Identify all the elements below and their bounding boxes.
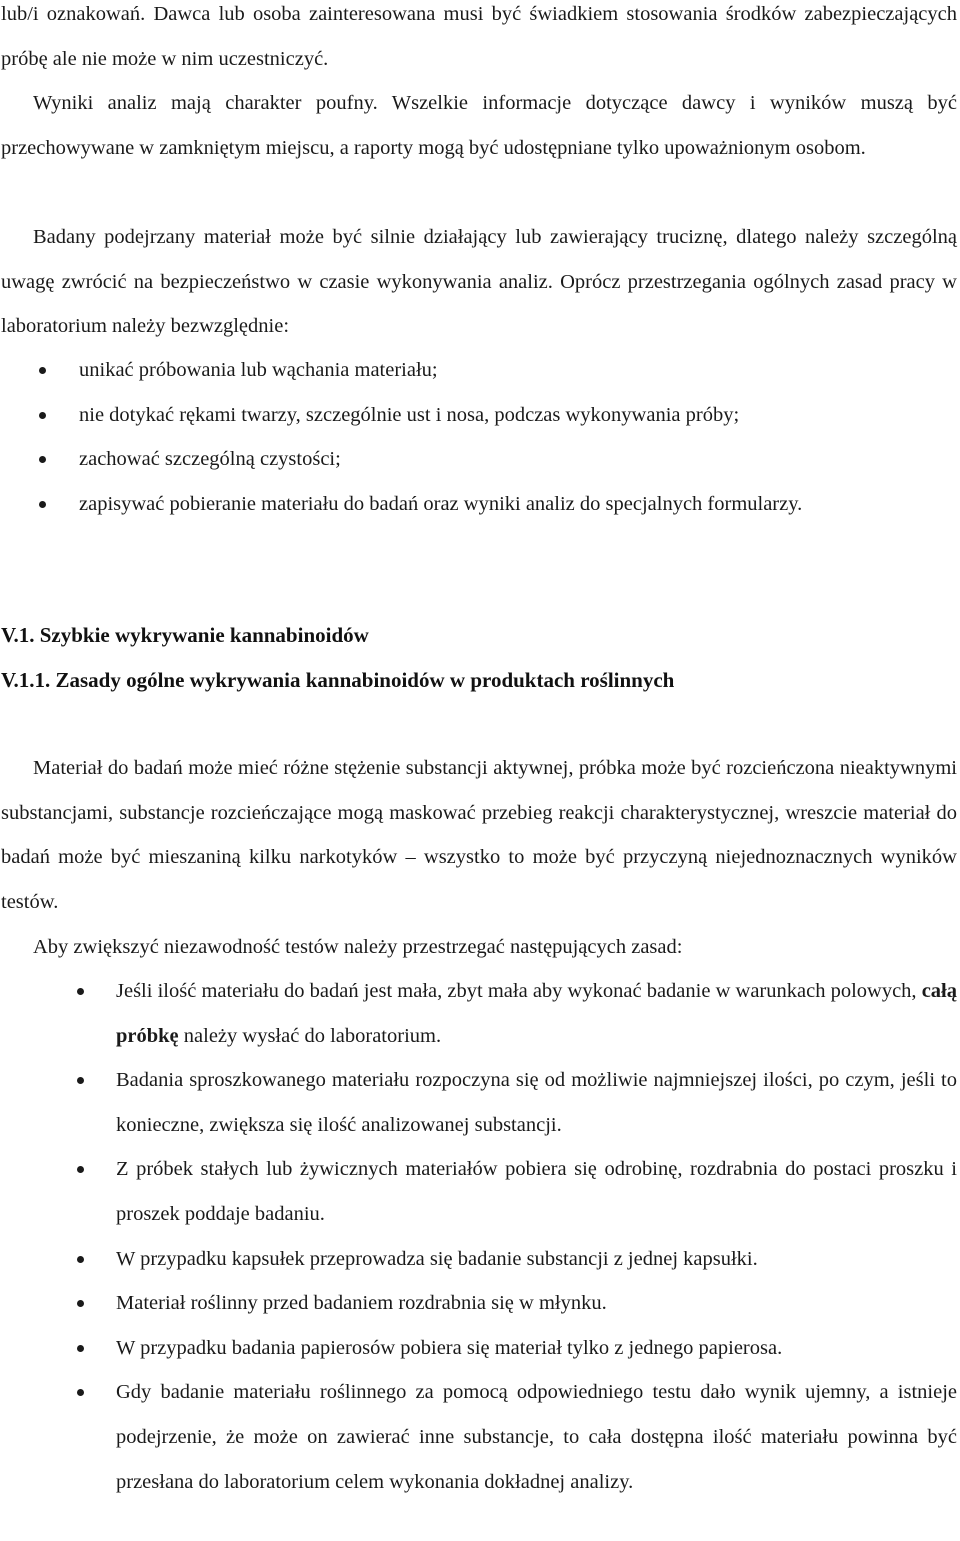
bullet-icon [77, 1077, 84, 1084]
list-item-text: Z próbek stałych lub żywicznych materiałów pobiera się odrobinę, rozdrabnia do postaci proszku i proszek poddaje badaniu. [116, 1158, 957, 1225]
list-item-text: zachować szczególną czystości; [79, 448, 341, 471]
list-item [0, 1058, 957, 1147]
list-item [0, 437, 957, 482]
subsection-heading: V.1.1. Zasady ogólne wykrywania kannabinoidów w produktach roślinnych [1, 668, 675, 692]
bullet-icon [77, 1345, 84, 1352]
list-item-text: Materiał roślinny przed badaniem rozdrabnia się w młynku. [116, 1292, 607, 1315]
list-item [0, 1281, 957, 1326]
text-block-rules-intro [1, 925, 957, 970]
rules-bullet-list [0, 969, 957, 1504]
paragraph-confidentiality: Wyniki analiz mają charakter poufny. Wszelkie informacje dotyczące dawcy i wyników muszą być przechowywane w zamkniętym miejscu, a raporty mogą być udostępniane tylko upoważnionym osobom. [1, 92, 957, 159]
bullet-icon [77, 1256, 84, 1263]
bullet-icon [77, 1389, 84, 1396]
safety-bullet-list [0, 348, 957, 526]
list-item-text: unikać próbowania lub wąchania materiału; [79, 359, 438, 381]
bullet-icon [39, 501, 46, 508]
text-block-safety [1, 215, 957, 349]
paragraph-consent: lub/i oznakowań. Dawca lub osoba zainteresowana musi być świadkiem stosowania środków zabezpieczających próbę ale nie może w nim uczestniczyć. [1, 3, 957, 70]
list-item-text: Badania sproszkowanego materiału rozpoczyna się od możliwie najmniejszej ilości, po czym, jeśli to konieczne, zwiększa się ilość analizowanej substancji. [116, 1069, 957, 1136]
bullet-icon [39, 367, 46, 374]
list-item [0, 393, 957, 438]
list-item-text: nie dotykać rękami twarzy, szczególnie ust i nosa, podczas wykonywania próby; [79, 403, 740, 426]
list-item-text-after: należy wysłać do laboratorium. [178, 1024, 442, 1047]
list-item [0, 1147, 957, 1236]
paragraph-rules-intro: Aby zwiększyć niezawodność testów należy przestrzegać następujących zasad: [33, 936, 683, 958]
list-item [0, 1237, 957, 1282]
list-item-text: zapisywać pobieranie materiału do badań oraz wyniki analiz do specjalnych formularzy. [79, 492, 803, 515]
list-item-text-bold: całą próbkę [116, 980, 957, 1047]
text-block-material [1, 746, 957, 924]
list-item-text: W przypadku kapsułek przeprowadza się badanie substancji z jednej kapsułki. [116, 1247, 758, 1270]
bullet-icon [39, 456, 46, 463]
bullet-icon [77, 988, 84, 995]
list-item [0, 969, 957, 1058]
bullet-icon [39, 412, 46, 419]
bullet-icon [77, 1300, 84, 1307]
list-item [0, 1326, 957, 1371]
text-block-intro [1, 0, 957, 170]
list-item-text: W przypadku badania papierosów pobiera się materiał tylko z jednego papierosa. [116, 1336, 783, 1359]
section-heading: V.1. Szybkie wykrywanie kannabinoidów [1, 623, 369, 647]
list-item-text-before: Jeśli ilość materiału do badań jest mała, zbyt mała aby wykonać badanie w warunkach polowych, [116, 980, 922, 1002]
list-item [0, 482, 957, 527]
list-item [0, 1370, 957, 1504]
list-item-text: Gdy badanie materiału roślinnego za pomocą odpowiedniego testu dało wynik ujemny, a istnieje podejrzenie, że może on zawierać inne substancje, to cała dostępna ilość materiału powinna być przesłana do laboratorium celem wykonania dokładnej analizy. [116, 1381, 957, 1493]
list-item [0, 348, 957, 393]
paragraph-safety: Badany podejrzany materiał może być silnie działający lub zawierający truciznę, dlatego należy szczególną uwagę zwrócić na bezpieczeństwo w czasie wykonywania analiz. Oprócz przestrzegania ogólnych zasad pracy w laboratorium należy bezwzględnie: [1, 226, 957, 338]
bullet-icon [77, 1166, 84, 1173]
paragraph-material: Materiał do badań może mieć różne stężenie substancji aktywnej, próbka może być rozcieńczona nieaktywnymi substancjami, substancje rozcieńczające mogą maskować przebieg reakcji charakterystycznej, wreszcie materiał do badań może być mieszaniną kilku narkotyków – wszystko to może być przyczyną niejednoznacznych wyników testów. [1, 757, 957, 913]
